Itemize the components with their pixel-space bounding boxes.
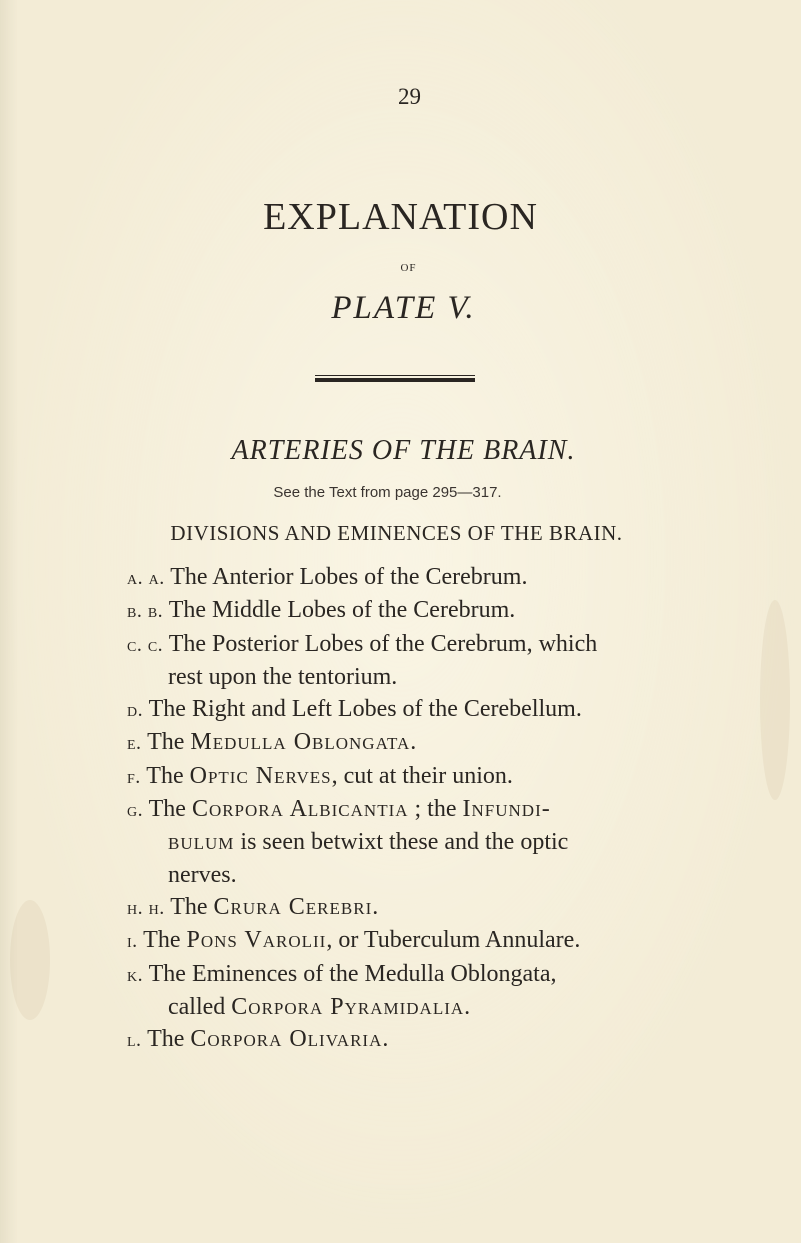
entry-text: called [168,993,232,1020]
entry-text: . [382,1026,389,1053]
entry-text: ; the [408,796,463,823]
legend-entries [127,561,647,1056]
entry-text: The Eminences of the Medulla Oblongata, [148,960,557,987]
paper-stain [10,900,50,1020]
entry-text: The Posterior Lobes of the Cerebrum, which [168,630,598,657]
paper-stain [760,600,790,800]
entry-text: The [146,762,190,789]
entry-letter: f. [127,765,147,788]
page-title: EXPLANATION [263,196,538,238]
legend-entry-b [127,594,647,627]
entry-text: The [143,927,187,954]
subject-title: ARTERIES OF THE BRAIN. [231,435,576,466]
entry-text: The [170,893,214,920]
legend-entry-a [127,561,647,594]
entry-text-continuation: nerves. [168,861,237,888]
entry-text-continuation [127,826,647,858]
entry-letter: b. b. [127,600,169,623]
entry-term: Pons Varolii [186,927,327,954]
entry-term: Optic Nerves [189,762,332,789]
entry-term: Medulla Oblongata [190,729,411,756]
entry-text: The Middle Lobes of the Cerebrum. [168,597,516,624]
entry-letter: e. [127,732,148,755]
legend-entry-c [127,628,647,694]
text-reference: See the Text from page 295—317. [273,484,502,501]
entry-text-continuation: rest upon the tentorium. [168,663,398,690]
entry-letter: d. [127,699,149,722]
legend-entry-e [127,726,647,759]
entry-text: The [148,796,192,823]
legend-entry-k [127,958,647,1024]
entry-term: Corpora Pyramidalia [231,993,465,1020]
entry-text: , cut at their union. [331,762,513,789]
entry-text: The [147,1026,191,1053]
entry-letter: a. a. [127,567,171,589]
plate-title: PLATE V. [331,290,476,326]
entry-term: Corpora Olivaria [190,1026,383,1053]
entry-letter: h. h. [127,896,171,919]
entry-term: Infundi- [462,796,551,823]
entry-term: Corpora Albicantia [191,796,409,823]
legend-entry-f [127,760,647,793]
entry-letter: i. [127,930,144,953]
entry-text: . [372,893,379,920]
legend-entry-h [127,891,647,924]
section-heading: DIVISIONS AND EMINENCES OF THE BRAIN. [170,521,623,545]
entry-text: . [464,993,471,1020]
entry-text: . [410,729,417,756]
entry-text-continuation [127,991,647,1023]
entry-text: The [147,729,191,756]
legend-entry-i [127,924,647,957]
legend-entry-d [127,693,647,726]
legend-entry-g [127,793,647,891]
entry-term: Crura Cerebri [213,893,373,920]
legend-entry-l [127,1023,647,1056]
entry-text: The Anterior Lobes of the Cerebrum. [170,564,528,590]
entry-letter: c. c. [127,633,169,656]
entry-term: bulum [168,829,235,856]
entry-text: , or Tuberculum Annulare. [326,927,581,954]
entry-letter: k. [127,963,149,986]
entry-letter: l. [127,1029,148,1052]
entry-text: The Right and Left Lobes of the Cerebellum. [148,696,582,723]
page-number: 29 [398,84,421,109]
entry-letter: g. [127,799,149,822]
title-connector: OF [400,262,417,274]
entry-text: is seen betwixt these and the optic [234,829,569,856]
decorative-rule [315,375,475,385]
